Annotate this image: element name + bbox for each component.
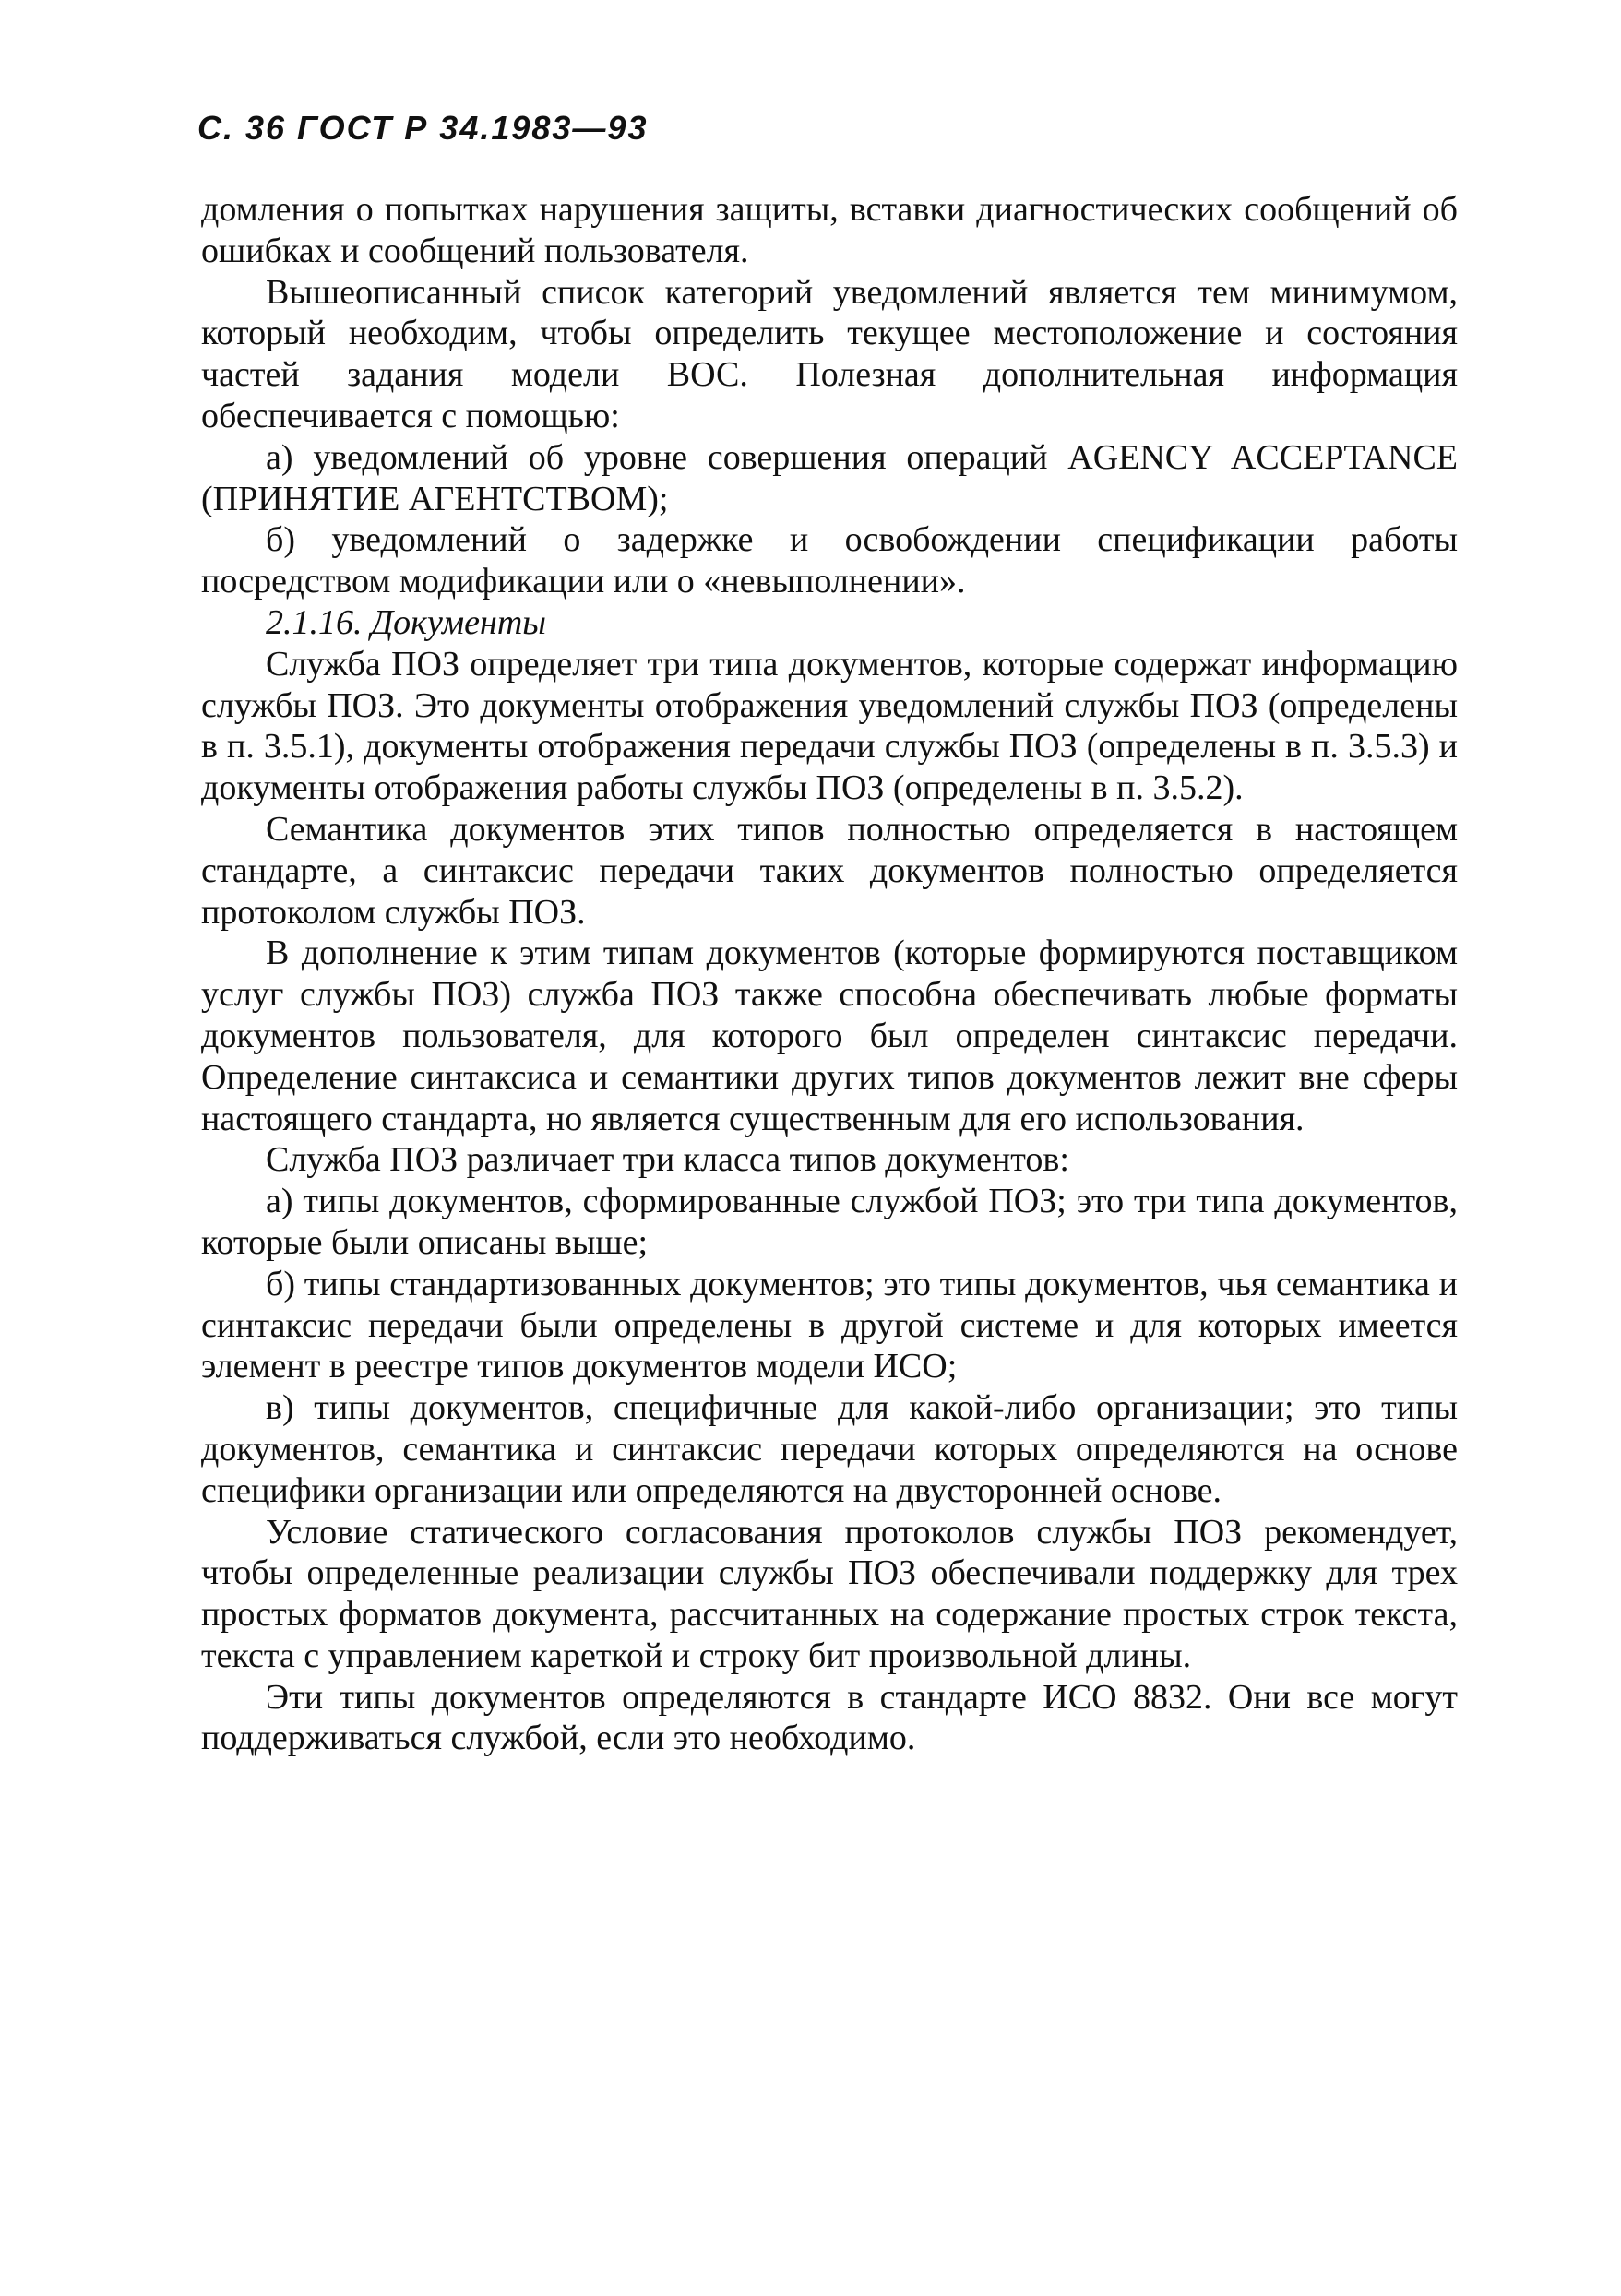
paragraph: Условие статического согласования протоколов службы ПОЗ рекомендует, чтобы определенные реализации службы ПОЗ обеспечивали поддержку для трех простых форматов документа, рассчитанных на содержание простых строк текста, текста с управлением кареткой и строку бит произвольной длины. (201, 1512, 1458, 1675)
list-item-b: б) типы стандартизованных документов; это типы документов, чья семантика и синтаксис передачи были определены в другой системе и для которых имеется элемент в реестре типов документов модели ИСО; (201, 1264, 1458, 1386)
paragraph: Служба ПОЗ различает три класса типов документов: (266, 1140, 1069, 1180)
section-number: 2.1.16. (266, 602, 363, 642)
paragraph: Семантика документов этих типов полностью определяется в настоящем стандарте, а синтаксис передачи таких документов полностью определяется протоколом службы ПОЗ. (201, 809, 1458, 932)
list-item-a: а) типы документов, сформированные службой ПОЗ; это три типа документов, которые были описаны выше; (201, 1182, 1458, 1262)
paragraph: Эти типы документов определяются в стандарте ИСО 8832. Они все могут поддерживаться службой, если это необходимо. (201, 1677, 1458, 1758)
section-heading (201, 602, 1458, 644)
paragraph: Служба ПОЗ определяет три типа документов, которые содержат информацию службы ПОЗ. Это документы отображения уведомлений службы ПОЗ (определены в п. 3.5.1), документы отображения передачи службы ПОЗ (определены в п. 3.5.3) и документы отображения работы службы ПОЗ (определены в п. 3.5.2). (201, 644, 1458, 808)
section-title: Документы (371, 602, 547, 642)
list-item-b: б) уведомлений о задержке и освобождении спецификации работы посредством модификации или о «невыполнении». (201, 520, 1458, 601)
paragraph: В дополнение к этим типам документов (которые формируются поставщиком услуг службы ПОЗ) служба ПОЗ также способна обеспечивать любые форматы документов пользователя, для которого был определен синтаксис передачи. Определение синтаксиса и семантики других типов документов лежит вне сферы настоящего стандарта, но является существенным для его использования. (201, 934, 1458, 1138)
list-item-c: в) типы документов, специфичные для какой-либо организации; это типы документов, семантика и синтаксис передачи которых определяются на основе специфики организации или определяются на двусторонней основе. (201, 1388, 1458, 1510)
list-item-a: а) уведомлений об уровне совершения операций AGENCY ACCEPTANCE (ПРИНЯТИЕ АГЕНТСТВОМ); (201, 437, 1458, 518)
document-body (201, 189, 1458, 1759)
paragraph: Вышеописанный список категорий уведомлений является тем минимумом, который необходим, чтобы определить текущее местоположение и состояния частей задания модели ВОС. Полезная дополнительная информация обеспечивается с помощью: (201, 272, 1458, 435)
page-header: С. 36 ГОСТ Р 34.1983—93 (197, 109, 649, 147)
paragraph-continuation: домления о попытках нарушения защиты, вставки диагностических сообщений об ошибках и сообщений пользователя. (201, 190, 1458, 270)
